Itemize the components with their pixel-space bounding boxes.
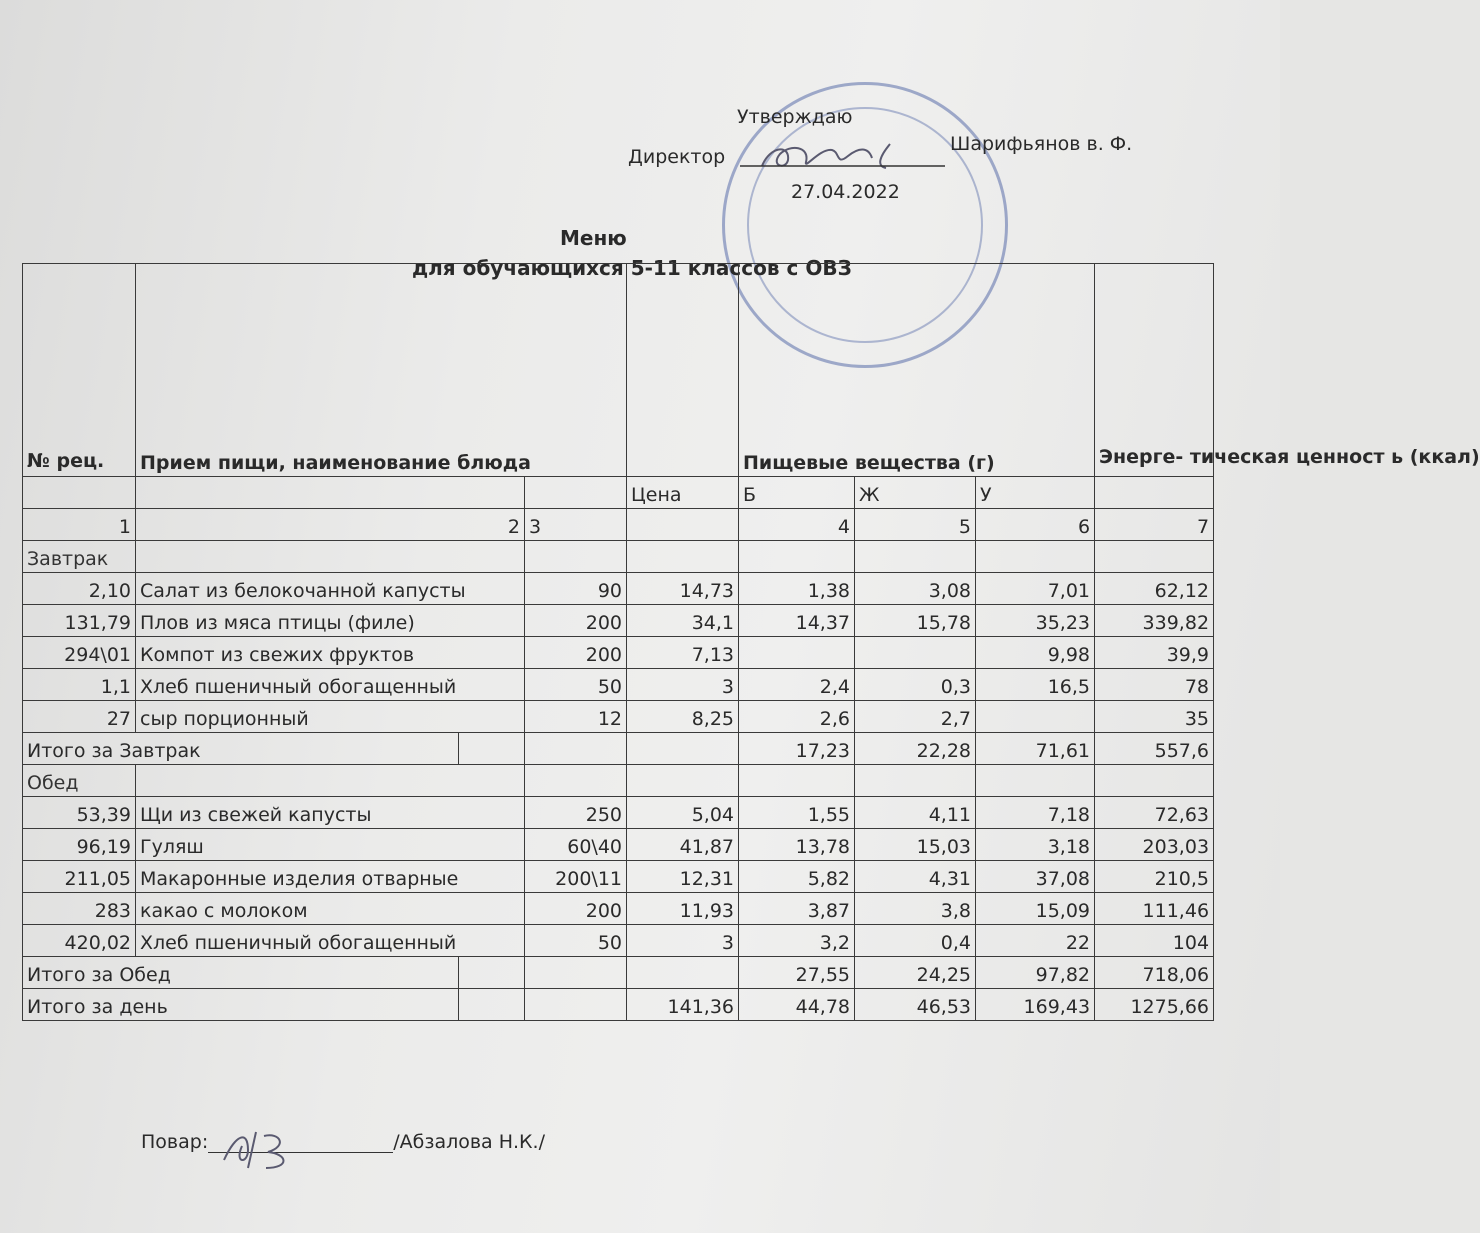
header-rec-no: № рец.: [23, 264, 136, 477]
total-fat: 22,28: [855, 733, 976, 765]
total-label: Итого за Обед: [23, 957, 459, 989]
energy-value: 78: [1095, 669, 1214, 701]
dish-price: 12,31: [627, 861, 739, 893]
table-cell: [627, 733, 739, 765]
fat-value: 3,08: [855, 573, 976, 605]
table-cell: [739, 765, 855, 797]
dish-weight: 200: [525, 893, 627, 925]
table-row: [23, 829, 1214, 861]
dish-name: Плов из мяса птицы (филе): [136, 605, 525, 637]
menu-subtitle: для обучающихся 5-11 классов с ОВЗ: [412, 256, 852, 280]
table-cell: [136, 541, 525, 573]
table-cell: [525, 541, 627, 573]
carb-value: 22: [976, 925, 1095, 957]
header-energy: Энерге- тическая ценност ь (ккал): [1095, 264, 1214, 477]
carb-value: [976, 701, 1095, 733]
header-zh: Ж: [855, 477, 976, 509]
day-total-fat: 46,53: [855, 989, 976, 1021]
table-cell: [855, 765, 976, 797]
cook-name: /Абзалова Н.К./: [393, 1131, 545, 1153]
total-energy: 557,6: [1095, 733, 1214, 765]
table-row: [23, 605, 1214, 637]
dish-price: 41,87: [627, 829, 739, 861]
section-total-row: [23, 957, 1214, 989]
total-fat: 24,25: [855, 957, 976, 989]
total-energy: 718,06: [1095, 957, 1214, 989]
header-b: Б: [739, 477, 855, 509]
rec-number: 2,10: [23, 573, 136, 605]
dish-weight: 200\11: [525, 861, 627, 893]
cook-signature-mark: [218, 1124, 308, 1174]
fat-value: [855, 637, 976, 669]
carb-value: 9,98: [976, 637, 1095, 669]
menu-table: [22, 263, 1480, 1021]
dish-name: Компот из свежих фруктов: [136, 637, 525, 669]
table-cell: [1095, 541, 1214, 573]
section-row: [23, 765, 1214, 797]
dish-price: 3: [627, 925, 739, 957]
table-cell: [525, 989, 627, 1021]
dish-name: Макаронные изделия отварные: [136, 861, 525, 893]
col-num: 1: [23, 509, 136, 541]
table-cell: [1095, 765, 1214, 797]
day-total-energy: 1275,66: [1095, 989, 1214, 1021]
table-row: [23, 669, 1214, 701]
dish-name: Хлеб пшеничный обогащенный: [136, 669, 525, 701]
carb-value: 7,01: [976, 573, 1095, 605]
rec-number: 211,05: [23, 861, 136, 893]
carb-value: 3,18: [976, 829, 1095, 861]
table-row: [23, 893, 1214, 925]
fat-value: 15,78: [855, 605, 976, 637]
fat-value: 4,31: [855, 861, 976, 893]
total-protein: 27,55: [739, 957, 855, 989]
protein-value: [739, 637, 855, 669]
dish-name: какао с молоком: [136, 893, 525, 925]
table-cell: [459, 733, 525, 765]
day-total-price: 141,36: [627, 989, 739, 1021]
energy-value: 72,63: [1095, 797, 1214, 829]
table-cell: [739, 541, 855, 573]
dish-price: 3: [627, 669, 739, 701]
cook-signature-line: [141, 1131, 545, 1153]
dish-name: Щи из свежей капусты: [136, 797, 525, 829]
table-row: [23, 701, 1214, 733]
total-carb: 71,61: [976, 733, 1095, 765]
protein-value: 13,78: [739, 829, 855, 861]
table-cell: [525, 765, 627, 797]
header-dish: Прием пищи, наименование блюда: [136, 264, 627, 477]
col-num: 6: [976, 509, 1095, 541]
day-total-row: [23, 989, 1214, 1021]
protein-value: 3,87: [739, 893, 855, 925]
director-label: Директор: [628, 146, 726, 168]
cook-label: Повар:: [141, 1131, 209, 1153]
day-total-label: Итого за день: [23, 989, 459, 1021]
protein-value: 1,55: [739, 797, 855, 829]
dish-price: 5,04: [627, 797, 739, 829]
section-name: Завтрак: [23, 541, 136, 573]
table-cell: [525, 957, 627, 989]
table-cell: [136, 765, 525, 797]
dish-weight: 200: [525, 637, 627, 669]
energy-value: 111,46: [1095, 893, 1214, 925]
table-cell: [627, 541, 739, 573]
protein-value: 2,6: [739, 701, 855, 733]
dish-price: 7,13: [627, 637, 739, 669]
dish-name: Гуляш: [136, 829, 525, 861]
dish-weight: 250: [525, 797, 627, 829]
table-cell: [976, 765, 1095, 797]
fat-value: 2,7: [855, 701, 976, 733]
table-cell: [627, 765, 739, 797]
director-signature: [740, 136, 950, 172]
energy-value: 35: [1095, 701, 1214, 733]
total-carb: 97,82: [976, 957, 1095, 989]
dish-weight: 200: [525, 605, 627, 637]
section-total-row: [23, 733, 1214, 765]
header-row: [23, 264, 1214, 477]
subheader-row: [23, 477, 1214, 509]
col-num: 3: [525, 509, 627, 541]
table-row: [23, 925, 1214, 957]
carb-value: 35,23: [976, 605, 1095, 637]
col-num: 4: [739, 509, 855, 541]
rec-number: 420,02: [23, 925, 136, 957]
dish-name: Хлеб пшеничный обогащенный: [136, 925, 525, 957]
protein-value: 2,4: [739, 669, 855, 701]
energy-value: 339,82: [1095, 605, 1214, 637]
column-number-row: [23, 509, 1214, 541]
table-cell: [976, 541, 1095, 573]
day-total-protein: 44,78: [739, 989, 855, 1021]
rec-number: 96,19: [23, 829, 136, 861]
protein-value: 14,37: [739, 605, 855, 637]
rec-number: 53,39: [23, 797, 136, 829]
rec-number: 27: [23, 701, 136, 733]
approval-date: 27.04.2022: [791, 181, 900, 203]
col-num: 7: [1095, 509, 1214, 541]
rec-number: 294\01: [23, 637, 136, 669]
day-total-carb: 169,43: [976, 989, 1095, 1021]
table-row: [23, 797, 1214, 829]
section-row: [23, 541, 1214, 573]
dish-weight: 50: [525, 925, 627, 957]
table-row: [23, 637, 1214, 669]
table-cell: [525, 733, 627, 765]
table-cell: [459, 957, 525, 989]
fat-value: 15,03: [855, 829, 976, 861]
table-cell: [627, 957, 739, 989]
table-cell: [855, 541, 976, 573]
col-num: 5: [855, 509, 976, 541]
section-name: Обед: [23, 765, 136, 797]
table-row: [23, 573, 1214, 605]
protein-value: 5,82: [739, 861, 855, 893]
dish-name: сыр порционный: [136, 701, 525, 733]
protein-value: 1,38: [739, 573, 855, 605]
dish-weight: 90: [525, 573, 627, 605]
carb-value: 7,18: [976, 797, 1095, 829]
fat-value: 0,3: [855, 669, 976, 701]
table-cell: [459, 989, 525, 1021]
total-label: Итого за Завтрак: [23, 733, 459, 765]
dish-price: 34,1: [627, 605, 739, 637]
director-name: Шарифьянов в. Ф.: [950, 133, 1133, 155]
energy-value: 104: [1095, 925, 1214, 957]
col-num: 2: [136, 509, 525, 541]
header-u: У: [976, 477, 1095, 509]
energy-value: 203,03: [1095, 829, 1214, 861]
carb-value: 16,5: [976, 669, 1095, 701]
menu-title: Меню: [560, 226, 627, 250]
energy-value: 62,12: [1095, 573, 1214, 605]
table-row: [23, 861, 1214, 893]
fat-value: 0,4: [855, 925, 976, 957]
protein-value: 3,2: [739, 925, 855, 957]
dish-weight: 12: [525, 701, 627, 733]
rec-number: 131,79: [23, 605, 136, 637]
rec-number: 283: [23, 893, 136, 925]
dish-price: 14,73: [627, 573, 739, 605]
carb-value: 37,08: [976, 861, 1095, 893]
header-price: Цена: [627, 477, 739, 509]
rec-number: 1,1: [23, 669, 136, 701]
total-protein: 17,23: [739, 733, 855, 765]
energy-value: 210,5: [1095, 861, 1214, 893]
dish-price: 11,93: [627, 893, 739, 925]
dish-name: Салат из белокочанной капусты: [136, 573, 525, 605]
dish-weight: 60\40: [525, 829, 627, 861]
dish-price: 8,25: [627, 701, 739, 733]
approve-label: Утверждаю: [737, 106, 853, 128]
fat-value: 4,11: [855, 797, 976, 829]
header-nutrients: Пищевые вещества (г): [739, 264, 1095, 477]
dish-weight: 50: [525, 669, 627, 701]
carb-value: 15,09: [976, 893, 1095, 925]
fat-value: 3,8: [855, 893, 976, 925]
energy-value: 39,9: [1095, 637, 1214, 669]
